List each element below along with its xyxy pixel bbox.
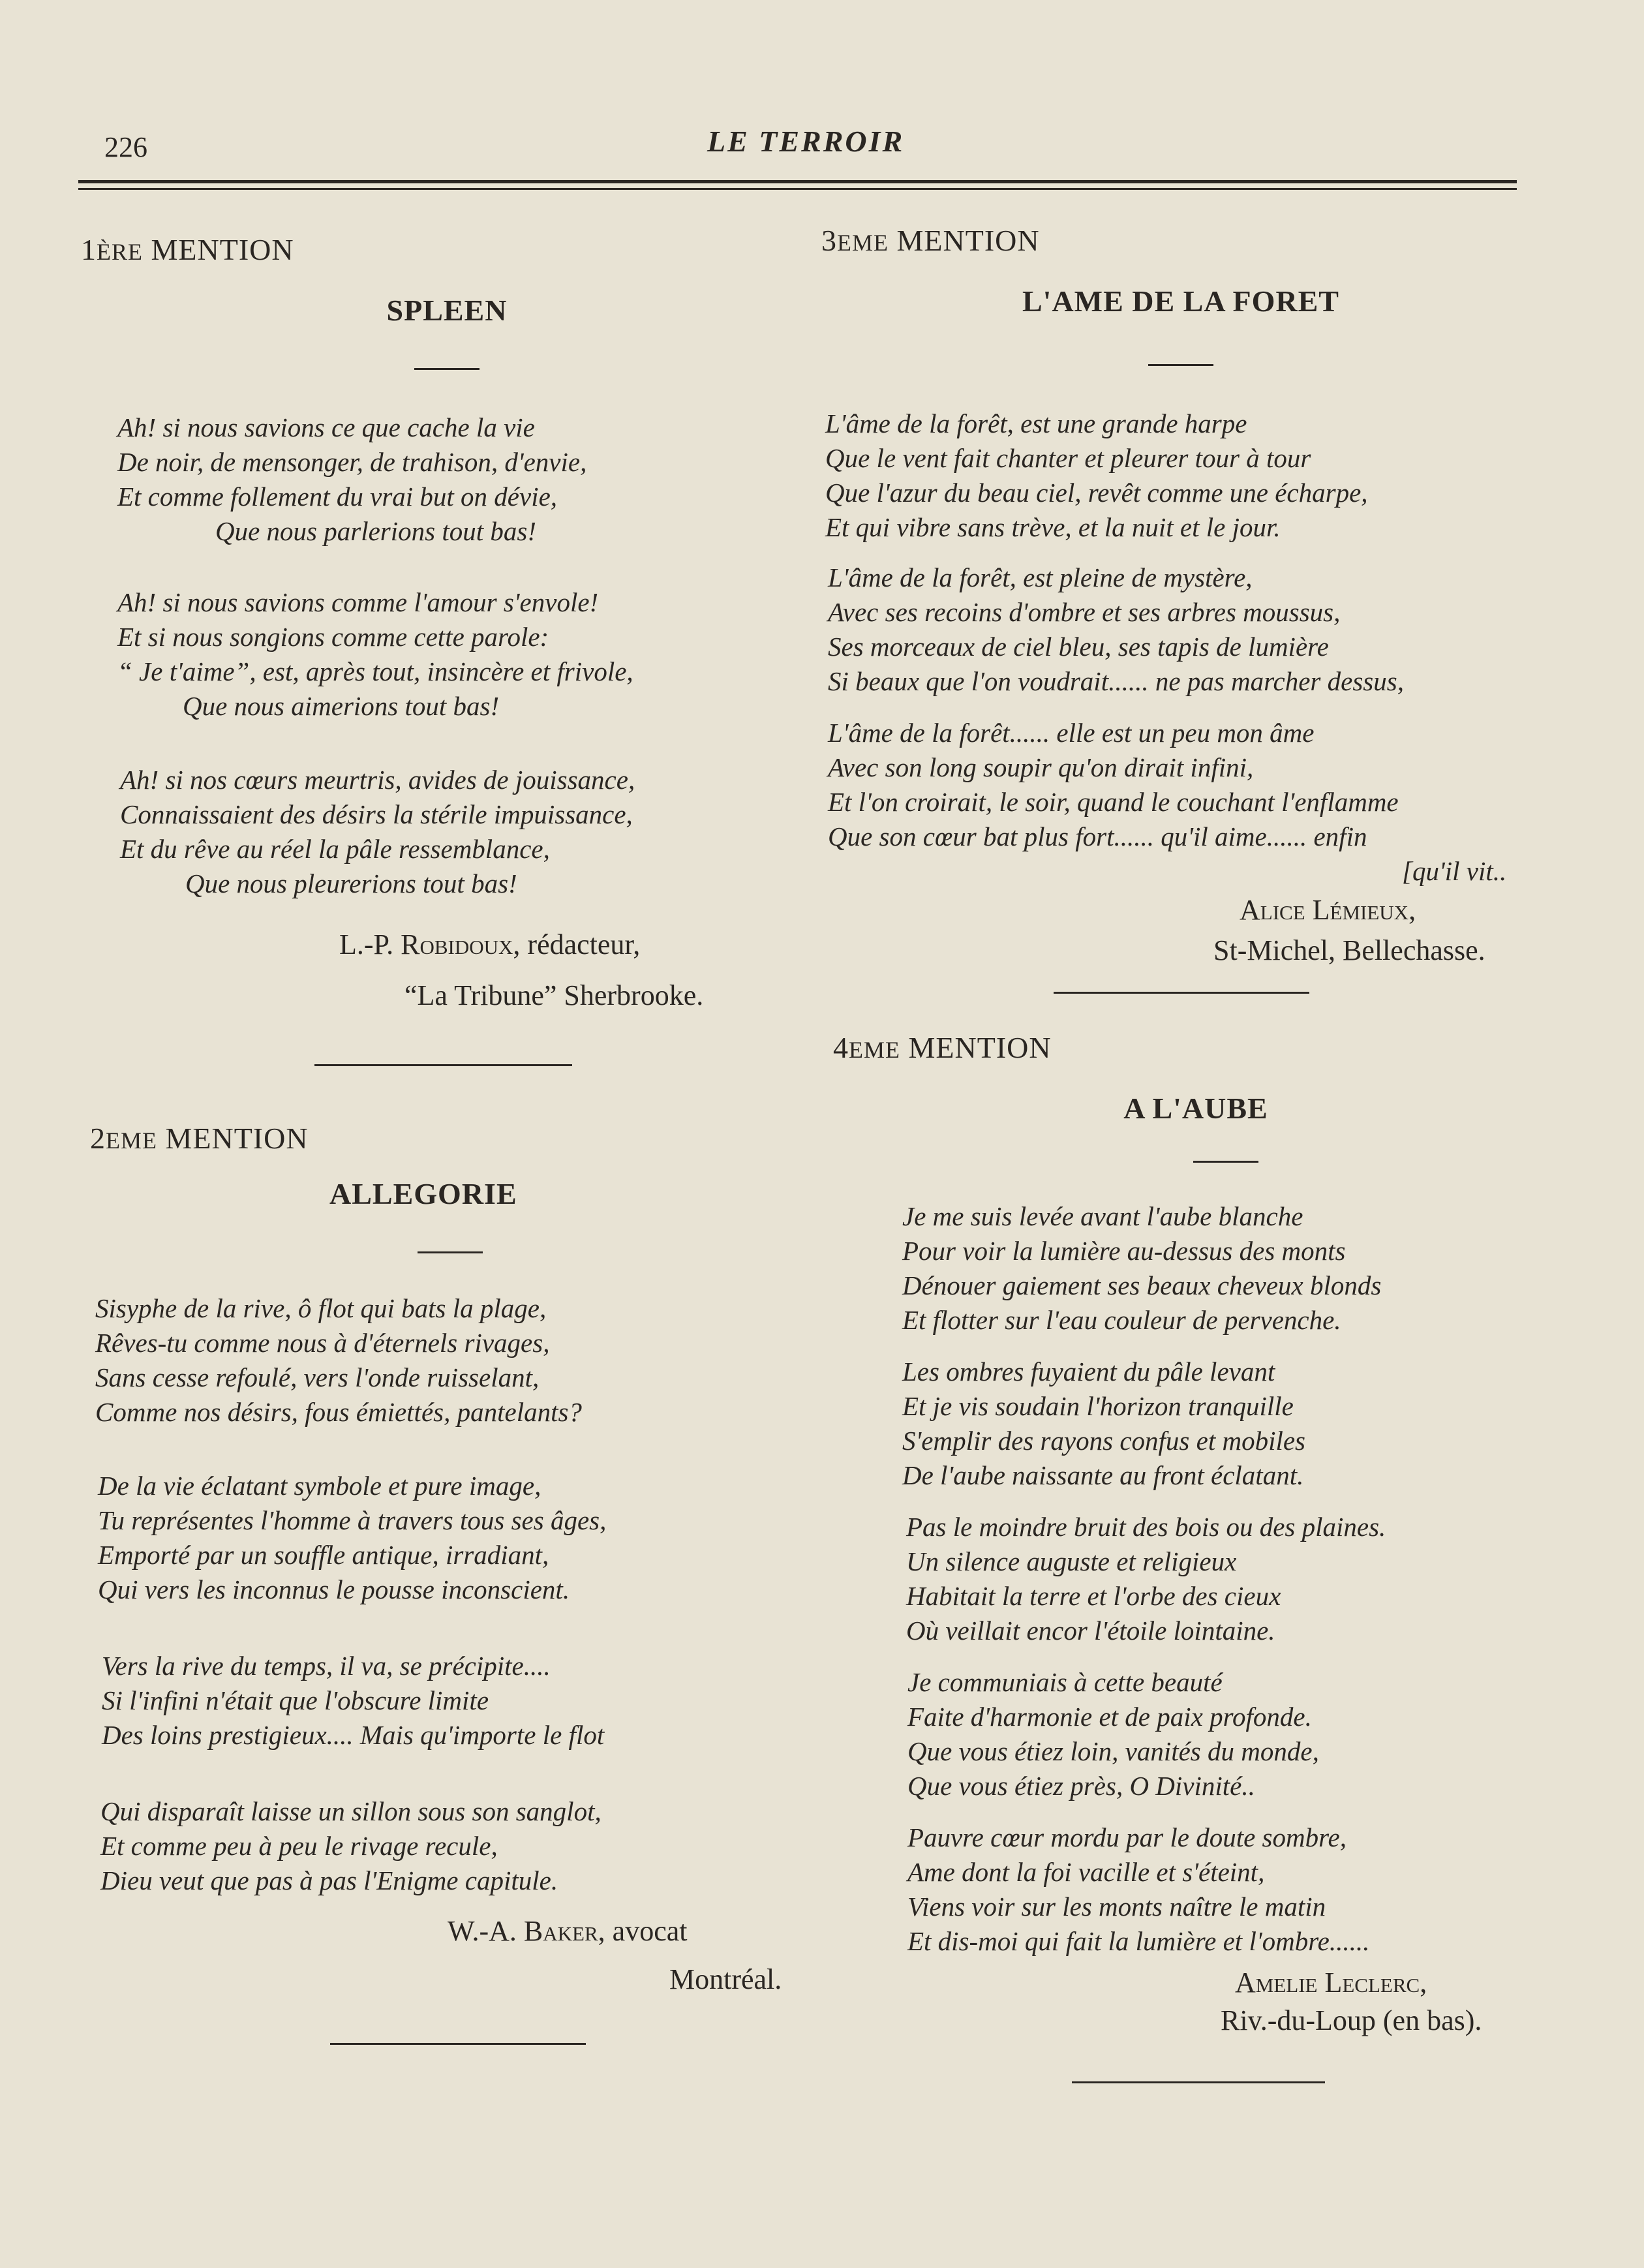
verse-line: Que nous pleurerions tout bas! (185, 868, 517, 898)
signature-role: , avocat (598, 1915, 688, 1947)
header-rule-top (78, 180, 1517, 183)
section-separator (330, 2043, 586, 2045)
verse-line: Qui vers les inconnus le pousse inconscient. (98, 1574, 570, 1604)
stanza (95, 1291, 815, 1430)
verse-line: Faite d'harmonie et de paix profonde. (907, 1702, 1312, 1732)
verse-line: Dénouer gaiement ses beaux cheveux blonds (902, 1270, 1382, 1300)
verse-line: Si beaux que l'on voudrait...... ne pas marcher dessus, (828, 666, 1404, 696)
mention-heading (821, 223, 1549, 258)
mention-word: MENTION (908, 1031, 1052, 1064)
verse-line: Et qui vibre sans trève, et la nuit et le jour. (825, 512, 1281, 542)
signature-role: , rédacteur, (513, 928, 641, 960)
verse-line: Les ombres fuyaient du pâle levant (902, 1356, 1275, 1387)
signature-initials: L.-P. (339, 928, 394, 960)
verse-line: Et flotter sur l'eau couleur de pervenche. (902, 1305, 1341, 1335)
verse-line: Que nous aimerions tout bas! (183, 691, 500, 721)
verse-line: Que vous étiez loin, vanités du monde, (907, 1736, 1319, 1766)
verse-line: Comme nos désirs, fous émiettés, pantelants? (95, 1397, 582, 1427)
poem-ame-de-la-foret (812, 223, 1549, 972)
stanza (906, 1510, 1549, 1648)
signature-punct: , (1420, 1967, 1427, 1999)
verse-line: Ses morceaux de ciel bleu, ses tapis de lumière (828, 632, 1329, 662)
verse-line: De la vie éclatant symbole et pure image, (98, 1471, 541, 1501)
verse-line: Sisyphe de la rive, ô flot qui bats la plage, (95, 1293, 547, 1323)
verse-line: Que l'azur du beau ciel, revêt comme une écharpe, (825, 478, 1368, 508)
stanza (902, 1355, 1549, 1493)
signature-place: Montréal. (669, 1963, 782, 1995)
mention-heading (81, 232, 815, 267)
signature-name (812, 1961, 1549, 2004)
header-rule-bottom (78, 188, 1517, 190)
signature-name (812, 889, 1549, 932)
stanza (102, 1649, 815, 1753)
verse-line: Pas le moindre bruit des bois ou des plaines. (906, 1512, 1386, 1542)
verse-line: De l'aube naissante au front éclatant. (902, 1460, 1304, 1490)
stanza (828, 716, 1549, 889)
verse-line: Ah! si nous savions ce que cache la vie (117, 412, 535, 442)
verse-line: Je me suis levée avant l'aube blanche (902, 1201, 1303, 1231)
mention-number: 3 (821, 224, 837, 257)
poem-allegorie (78, 1121, 815, 2001)
verse-line: L'âme de la forêt...... elle est un peu mon âme (828, 718, 1315, 748)
verse-line: Et comme follement du vrai but on dévie, (117, 482, 558, 512)
mention-number: 1 (81, 233, 97, 266)
title-dash (414, 368, 480, 370)
signature-surname: Alice Lémieux (1240, 894, 1409, 926)
signature-place: Riv.-du-Loup (en bas). (1221, 2004, 1482, 2036)
stanza (117, 410, 815, 549)
title-dash (1193, 1161, 1258, 1163)
section-separator (1072, 2081, 1325, 2083)
left-column (78, 215, 815, 2045)
stanza (907, 1665, 1549, 1803)
verse-line: Viens voir sur les monts naître le matin (907, 1892, 1326, 1922)
verse-line: S'emplir des rayons confus et mobiles (902, 1426, 1306, 1456)
verse-line: Un silence auguste et religieux (906, 1546, 1237, 1576)
signature-punct: , (1408, 894, 1416, 926)
poem-title: ALLEGORIE (329, 1177, 517, 1210)
verse-line: Connaissaient des désirs la stérile impuissance, (120, 799, 633, 829)
signature-name (78, 1910, 815, 1953)
section-separator (1054, 992, 1309, 994)
stanza (907, 1820, 1549, 1959)
mention-heading (90, 1121, 815, 1156)
mention-suffix: ÈRE (97, 239, 143, 265)
verse-line: Que nous parlerions tout bas! (215, 516, 536, 546)
title-dash (418, 1251, 483, 1253)
mention-suffix: EME (849, 1037, 900, 1063)
verse-line: Que son cœur bat plus fort...... qu'il aime...... enfin (828, 821, 1367, 851)
verse-line: Ah! si nous savions comme l'amour s'envole! (117, 587, 599, 617)
verse-line: Et comme peu à peu le rivage recule, (100, 1831, 498, 1861)
poem-title: L'AME DE LA FORET (1022, 284, 1339, 318)
stanza (825, 406, 1549, 545)
signature-name (78, 923, 815, 966)
stanza (120, 763, 815, 901)
page-number: 226 (104, 131, 147, 163)
signature-surname: Baker (523, 1915, 598, 1947)
verse-line: Avec son long soupir qu'on dirait infini, (828, 752, 1254, 782)
mention-word: MENTION (896, 224, 1040, 257)
verse-line: Des loins prestigieux.... Mais qu'importe le flot (102, 1720, 605, 1750)
poem-spleen (78, 232, 815, 1017)
verse-line: De noir, de mensonger, de trahison, d'envie, (117, 447, 587, 477)
verse-line: Que le vent fait chanter et pleurer tour à tour (825, 443, 1311, 473)
mention-suffix: EME (837, 230, 889, 256)
verse-line: Si l'infini n'était que l'obscure limite (102, 1685, 489, 1715)
verse-line: L'âme de la forêt, est pleine de mystère, (828, 562, 1253, 592)
verse-line: L'âme de la forêt, est une grande harpe (825, 408, 1247, 438)
verse-line: Rêves-tu comme nous à d'éternels rivages, (95, 1328, 550, 1358)
verse-line: Pauvre cœur mordu par le doute sombre, (907, 1822, 1347, 1852)
verse-line: Pour voir la lumière au-dessus des monts (902, 1236, 1346, 1266)
verse-line: Tu représentes l'homme à travers tous ses âges, (98, 1505, 607, 1535)
signature-initials: W.-A. (448, 1915, 517, 1947)
verse-line: Ame dont la foi vacille et s'éteint, (907, 1857, 1265, 1887)
signature-place: St-Michel, Bellechasse. (1213, 934, 1485, 966)
poem-title: SPLEEN (386, 294, 508, 327)
verse-line: Et dis-moi qui fait la lumière et l'ombre...... (907, 1926, 1370, 1956)
poem-a-l-aube (812, 1030, 1549, 2042)
right-column (812, 215, 1549, 2083)
verse-line: Avec ses recoins d'ombre et ses arbres moussus, (828, 597, 1341, 627)
signature-place: “La Tribune” Sherbrooke. (404, 979, 704, 1011)
signature-surname: Amelie Leclerc (1235, 1967, 1420, 1999)
verse-line: Habitait la terre et l'orbe des cieux (906, 1581, 1281, 1611)
running-head: LE TERROIR (707, 125, 905, 158)
mention-number: 4 (833, 1031, 849, 1064)
signature-surname: Robidoux (401, 928, 513, 960)
verse-line: Ah! si nos cœurs meurtris, avides de jouissance, (120, 765, 635, 795)
poem-title: A L'AUBE (1123, 1092, 1268, 1125)
stanza (98, 1469, 815, 1607)
verse-line: Où veillait encor l'étoile lointaine. (906, 1616, 1275, 1646)
mention-suffix: EME (106, 1127, 157, 1154)
mention-word: MENTION (151, 233, 294, 266)
verse-line: Vers la rive du temps, il va, se précipite.... (102, 1651, 551, 1681)
mention-heading (833, 1030, 1549, 1065)
verse-line: Dieu veut que pas à pas l'Enigme capitule. (100, 1865, 558, 1895)
stanza (828, 560, 1549, 699)
stanza (117, 585, 815, 724)
verse-line: Que vous étiez près, O Divinité.. (907, 1771, 1255, 1801)
verse-line: Et du rêve au réel la pâle ressemblance, (120, 834, 550, 864)
verse-line: Sans cesse refoulé, vers l'onde ruisselant, (95, 1362, 540, 1392)
verse-line: Emporté par un souffle antique, irradiant, (98, 1540, 549, 1570)
verse-line: Et je vis soudain l'horizon tranquille (902, 1391, 1294, 1421)
verse-line: Et l'on croirait, le soir, quand le couchant l'enflamme (828, 787, 1399, 817)
mention-word: MENTION (165, 1122, 309, 1155)
stanza (100, 1794, 815, 1898)
verse-line: Et si nous songions comme cette parole: (117, 622, 549, 652)
stanza (902, 1199, 1549, 1338)
verse-line: Je communiais à cette beauté (907, 1667, 1223, 1697)
mention-number: 2 (90, 1122, 106, 1155)
title-dash (1148, 364, 1213, 366)
verse-continuation: [qu'il vit.. (1402, 856, 1507, 886)
verse-line: “ Je t'aime”, est, après tout, insincère et frivole, (117, 656, 633, 686)
section-separator (314, 1064, 572, 1066)
verse-line: Qui disparaît laisse un sillon sous son sanglot, (100, 1796, 601, 1826)
